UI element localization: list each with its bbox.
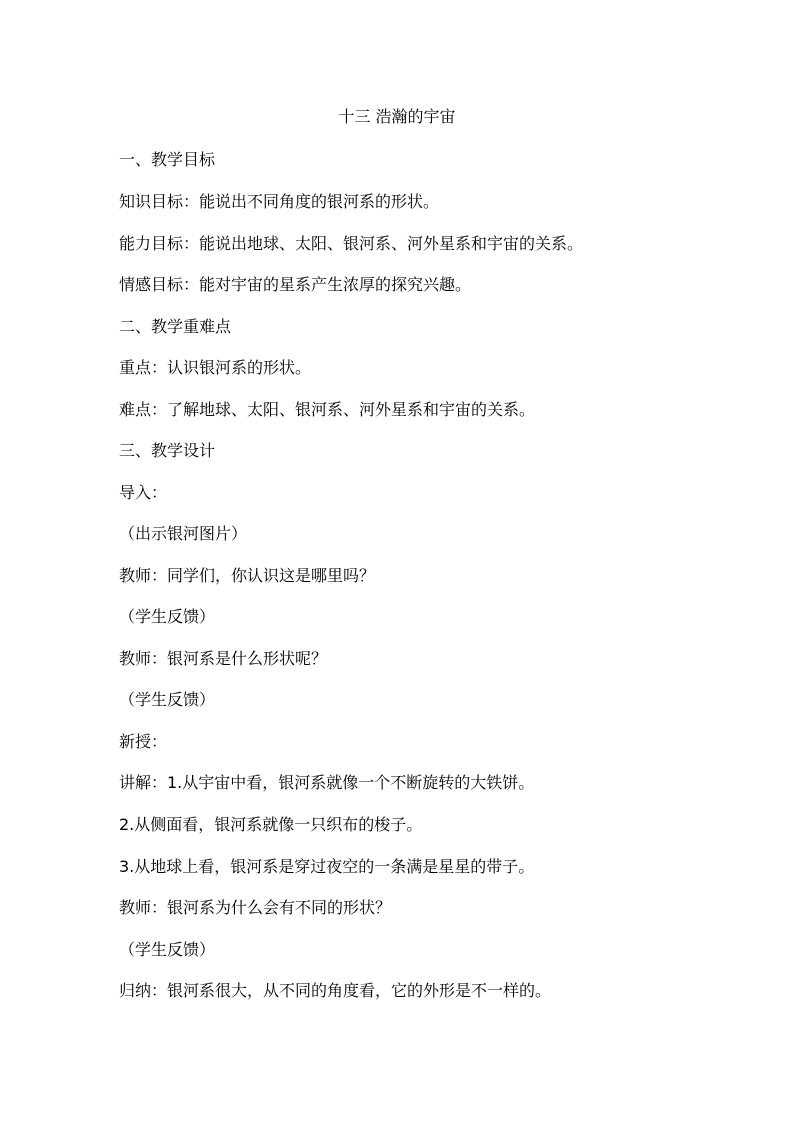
explanation-item-1: 讲解：1.从宇宙中看，银河系就像一个不断旋转的大铁饼。 [119, 773, 535, 792]
teacher-line: 教师：银河系为什么会有不同的形状？ [119, 898, 392, 917]
ability-objective: 能力目标：能说出地球、太阳、银河系、河外星系和宇宙的关系。 [119, 234, 584, 253]
explanation-item-3: 3.从地球上看，银河系是穿过夜空的一条满是星星的带子。 [119, 857, 535, 876]
document-title: 十三 浩瀚的宇宙 [338, 107, 456, 126]
emotion-objective: 情感目标：能对宇宙的星系产生浓厚的探究兴趣。 [119, 275, 472, 294]
key-point: 重点：认识银河系的形状。 [119, 358, 312, 377]
section-heading-key-points: 二、教学重难点 [119, 317, 232, 336]
section-heading-objectives: 一、教学目标 [119, 150, 216, 169]
teacher-line: 教师：同学们，你认识这是哪里吗？ [119, 566, 376, 585]
explanation-item-2: 2.从侧面看，银河系就像一只织布的梭子。 [119, 815, 423, 834]
new-lesson-label: 新授： [119, 732, 168, 751]
student-feedback: （学生反馈） [119, 607, 216, 626]
summary-line: 归纳：银河系很大，从不同的角度看，它的外形是不一样的。 [119, 981, 552, 1000]
teacher-line: 教师：银河系是什么形状呢？ [119, 649, 328, 668]
intro-label: 导入： [119, 483, 168, 502]
stage-direction: （出示银河图片） [119, 524, 248, 543]
section-heading-design: 三、教学设计 [119, 441, 216, 460]
student-feedback: （学生反馈） [119, 940, 216, 959]
difficult-point: 难点：了解地球、太阳、银河系、河外星系和宇宙的关系。 [119, 400, 536, 419]
knowledge-objective: 知识目标：能说出不同角度的银河系的形状。 [119, 192, 440, 211]
student-feedback: （学生反馈） [119, 690, 216, 709]
